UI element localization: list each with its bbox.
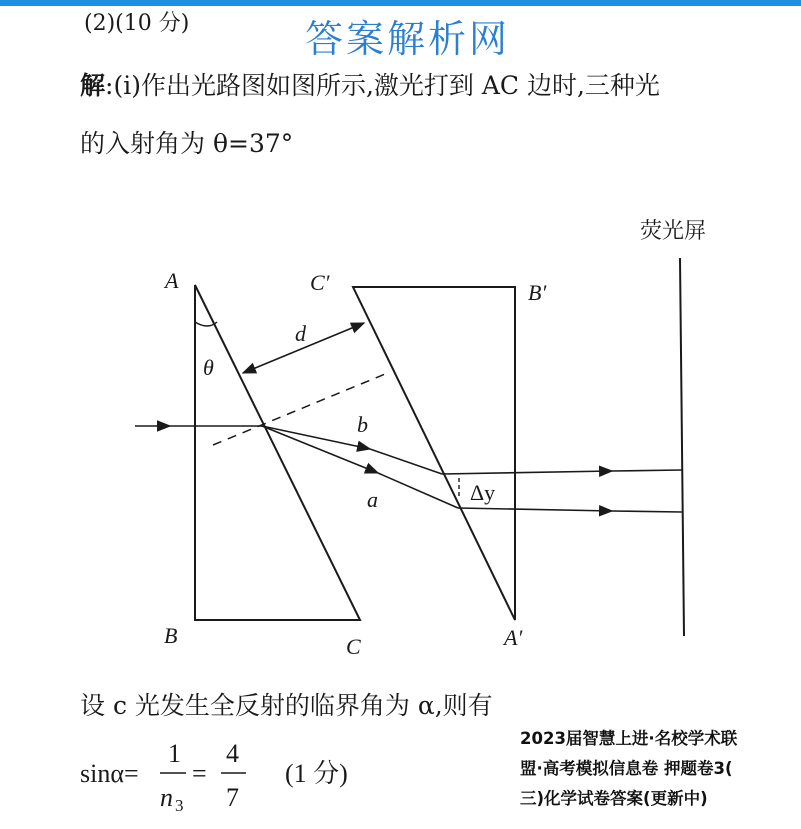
fraction-2-denominator: 7 [226, 783, 239, 812]
label-a: A [165, 268, 179, 293]
badge-line-3: 三)化学试卷答案(更新中) [520, 789, 708, 808]
label-ray-a: a [367, 487, 378, 512]
formula-lhs: sinα= [80, 759, 139, 788]
label-b: B [164, 623, 178, 648]
watermark-text: 答案解析网 [305, 17, 511, 61]
fraction-1-subscript: 3 [175, 796, 184, 815]
fraction-2-numerator: 4 [226, 740, 239, 768]
formula-equals: = [192, 759, 207, 788]
label-screen: 荧光屏 [640, 219, 707, 244]
exit-ray-b [442, 471, 612, 474]
label-c-prime: C′ [310, 270, 330, 295]
formula-score: (1 分) [285, 759, 348, 788]
label-d: d [295, 321, 306, 346]
fraction-1-denominator: n [160, 783, 173, 812]
exit-ray-a-end [612, 511, 682, 512]
exam-title-badge [520, 724, 801, 814]
label-ray-b: b [357, 412, 368, 437]
label-a-prime: A′ [504, 625, 523, 650]
prism-a-prime-b-prime-c-prime [353, 287, 515, 620]
solution-line-1-text: :(i)作出光路图如图所示,激光打到 AC 边时,三种光 [105, 71, 660, 100]
solution-lead: 解 [80, 71, 106, 100]
label-b-prime: B′ [528, 280, 547, 305]
label-theta: θ [203, 355, 214, 380]
solution-line-2: 的入射角为 θ=37° [80, 129, 294, 158]
badge-line-2: 盟·高考模拟信息卷 押题卷3( [520, 759, 733, 778]
exit-ray-b-end [612, 470, 682, 471]
fraction-1-numerator: 1 [168, 740, 181, 768]
ray-b-arrow [262, 426, 370, 449]
ray-b-segment [370, 449, 442, 474]
part-header: (2)(10 分) [84, 11, 190, 36]
solution-line-3: 设 c 光发生全反射的临界角为 α,则有 [80, 691, 493, 720]
fluorescent-screen [680, 258, 684, 636]
label-c: C [346, 634, 361, 659]
label-delta-y: Δy [470, 480, 496, 505]
critical-angle-formula [80, 740, 400, 820]
badge-line-1: 2023届智慧上进·名校学术联 [520, 729, 738, 748]
exit-ray-a [458, 508, 612, 511]
